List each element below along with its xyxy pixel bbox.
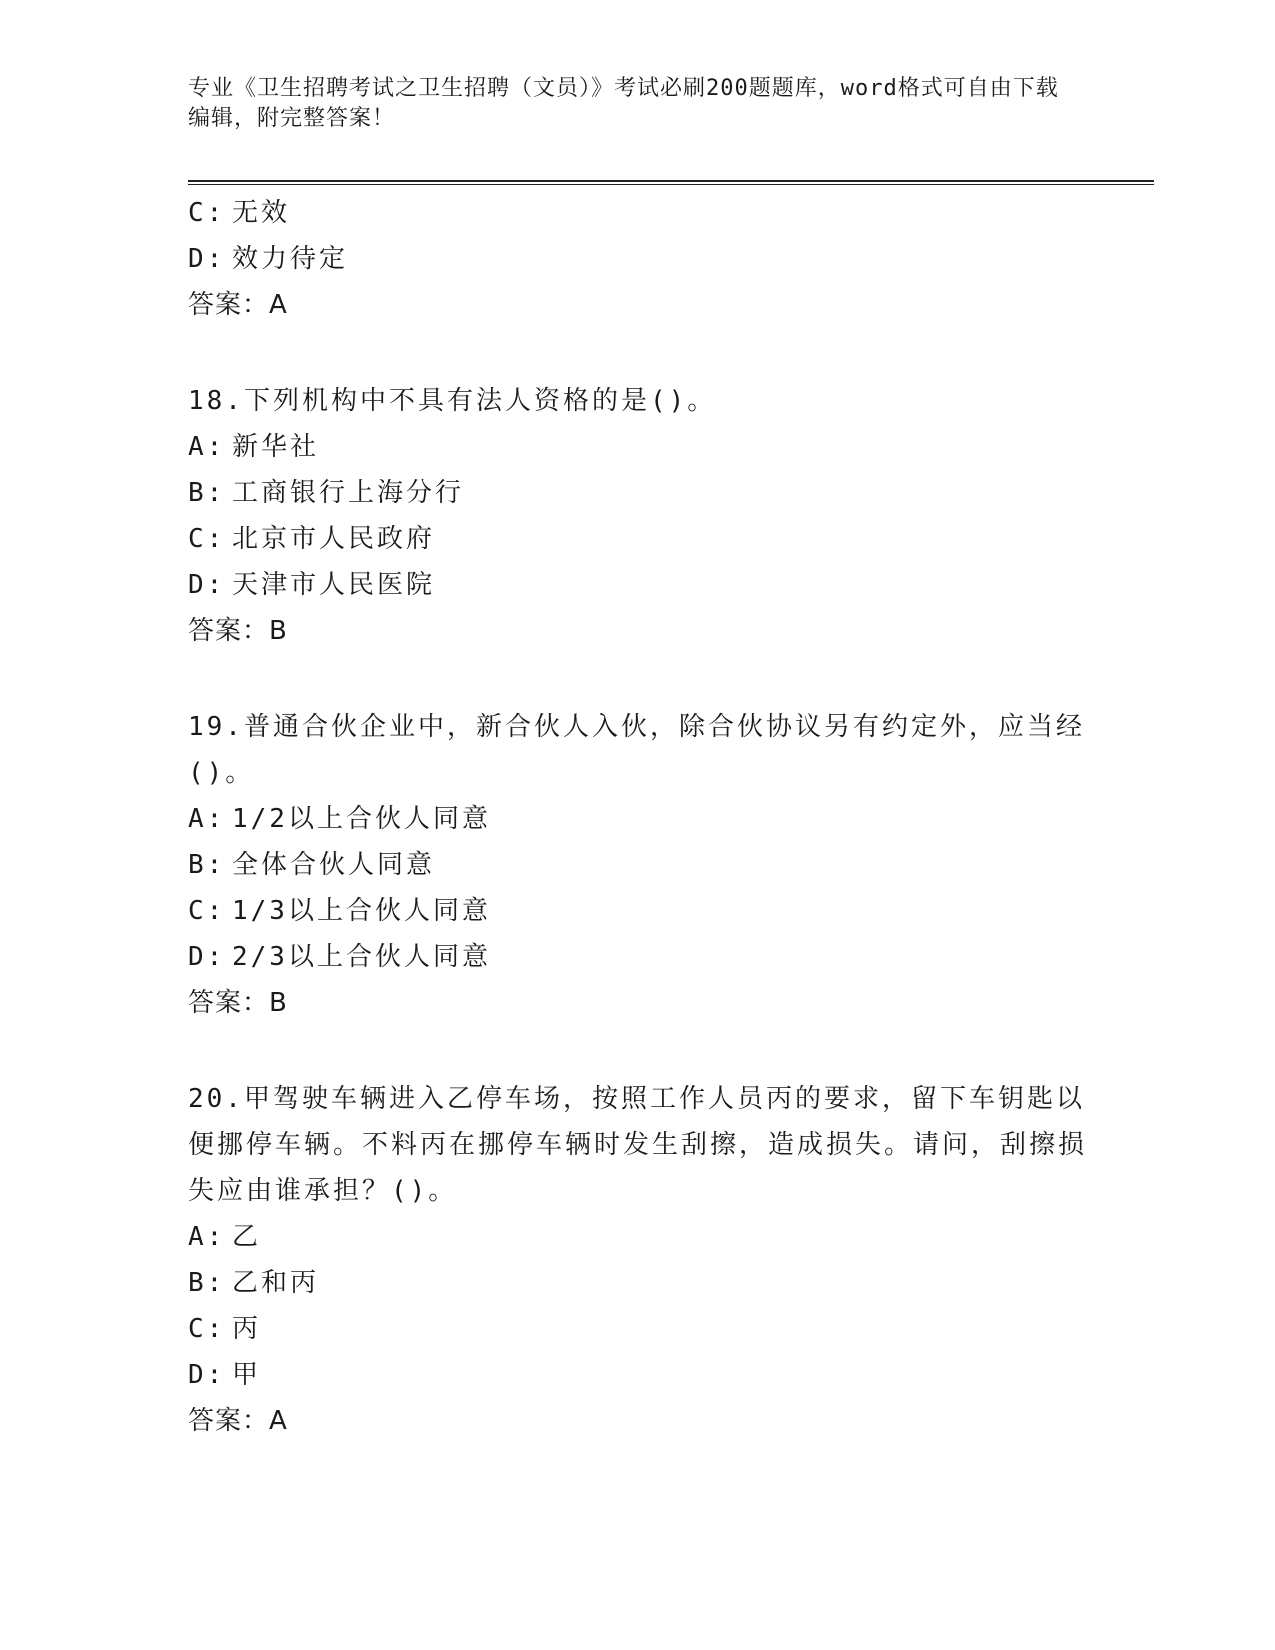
option-text: 丙 (232, 1314, 262, 1344)
option-text: 北京市人民政府 (232, 524, 436, 554)
option-text: 天津市人民医院 (232, 570, 436, 600)
answer-line: 答案：B (188, 616, 288, 646)
option-text: 无效 (232, 198, 291, 228)
option-label: C: (188, 1314, 226, 1344)
option-text: 全体合伙人同意 (232, 850, 436, 880)
option-b (188, 1260, 1088, 1306)
prev-question-tail (188, 190, 1088, 328)
option-label: A: (188, 432, 226, 462)
question-18 (188, 378, 1088, 654)
header-rule-thin (188, 184, 1154, 185)
option-d (188, 1352, 1088, 1398)
document-header: 专业《卫生招聘考试之卫生招聘（文员）》考试必刷200题题库，word格式可自由下载编辑，附完整答案！ (188, 76, 1059, 131)
answer-line: 答案：B (188, 988, 288, 1018)
header-rule-thick (188, 180, 1154, 182)
option-label: A: (188, 804, 226, 834)
option-text: 乙 (232, 1222, 262, 1252)
option-text: 工商银行上海分行 (232, 478, 465, 508)
option-text: 甲 (232, 1360, 262, 1390)
option-text: 1/3以上合伙人同意 (232, 896, 491, 926)
option-label: D: (188, 570, 226, 600)
question-20 (188, 1076, 1088, 1444)
option-label: D: (188, 942, 226, 972)
option-d (188, 236, 1088, 282)
option-label: B: (188, 478, 226, 508)
question-19 (188, 704, 1088, 1026)
option-text: 新华社 (232, 432, 320, 462)
option-b (188, 470, 1088, 516)
option-text: 乙和丙 (232, 1268, 320, 1298)
option-label: C: (188, 198, 226, 228)
option-c (188, 1306, 1088, 1352)
answer-line: 答案：A (188, 1406, 288, 1436)
option-text: 效力待定 (232, 244, 349, 274)
option-b (188, 842, 1088, 888)
option-label: B: (188, 1268, 226, 1298)
option-d (188, 934, 1088, 980)
option-text: 1/2以上合伙人同意 (232, 804, 491, 834)
option-c (188, 888, 1088, 934)
option-label: A: (188, 1222, 226, 1252)
question-text: 19.普通合伙企业中，新合伙人入伙，除合伙协议另有约定外，应当经()。 (188, 712, 1085, 788)
question-text: 20.甲驾驶车辆进入乙停车场，按照工作人员丙的要求，留下车钥匙以便挪停车辆。不料丙在挪停车辆时发生刮擦，造成损失。请问，刮擦损失应由谁承担？()。 (188, 1084, 1088, 1206)
option-label: D: (188, 244, 226, 274)
option-label: B: (188, 850, 226, 880)
option-a (188, 424, 1088, 470)
option-d (188, 562, 1088, 608)
option-a (188, 796, 1088, 842)
option-label: D: (188, 1360, 226, 1390)
option-label: C: (188, 896, 226, 926)
answer-line: 答案：A (188, 290, 288, 320)
option-c (188, 516, 1088, 562)
option-label: C: (188, 524, 226, 554)
option-a (188, 1214, 1088, 1260)
option-text: 2/3以上合伙人同意 (232, 942, 491, 972)
question-content (188, 190, 1088, 1444)
question-text: 18.下列机构中不具有法人资格的是()。 (188, 386, 717, 416)
option-c (188, 190, 1088, 236)
